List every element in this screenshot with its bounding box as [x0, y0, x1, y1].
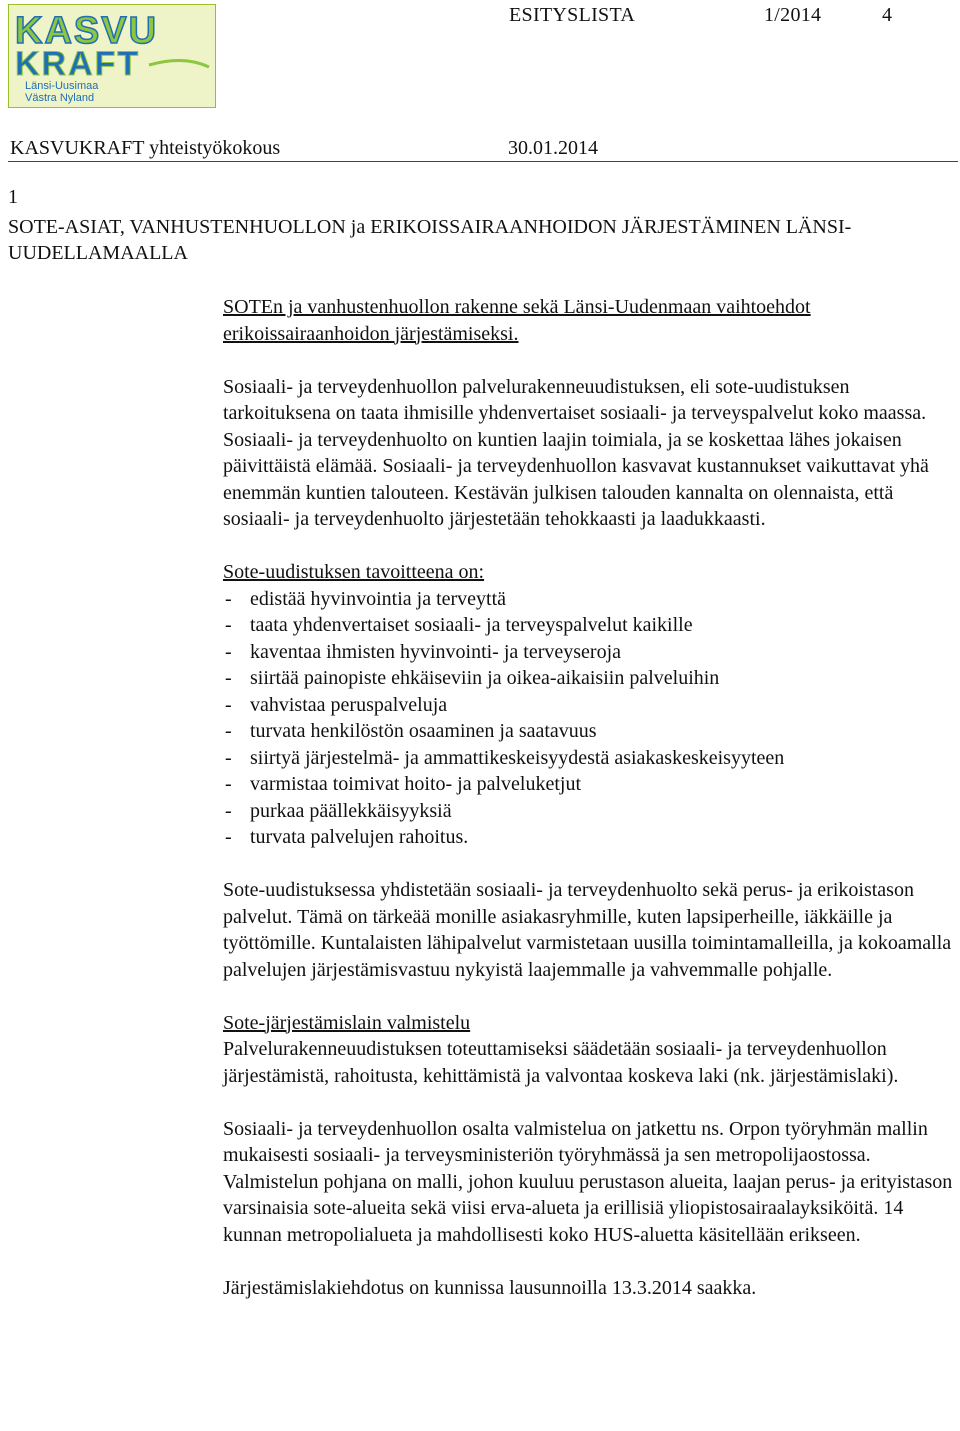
intro-link[interactable]: SOTEn ja vanhustenhuollon rakenne sekä Länsi-Uudenmaan vaihtoehdot erikoissairaanhoidon järjestämiseksi.: [223, 296, 811, 345]
list-item: - turvata henkilöstön osaaminen ja saatavuus: [223, 718, 958, 745]
meeting-date: 30.01.2014: [508, 137, 598, 159]
list-item: - siirtää painopiste ehkäiseviin ja oikea-aikaisiin palveluihin: [223, 665, 958, 692]
document-number: 1/2014: [764, 4, 822, 26]
logo-line-2: KRAFT: [15, 45, 141, 83]
list-item: - taata yhdenvertaiset sosiaali- ja terveyspalvelut kaikille: [223, 612, 958, 639]
list-item: - kaventaa ihmisten hyvinvointi- ja terveyseroja: [223, 639, 958, 666]
logo-line-1: KASVU: [15, 10, 159, 52]
paragraph-4: Palvelurakenneuudistuksen toteuttamiseksi säädetään sosiaali- ja terveydenhuollon järjestämistä, rahoitusta, kehittämistä ja valvontaa koskeva laki (nk. järjestämislaki).: [223, 1038, 899, 1087]
paragraph-5: Sosiaali- ja terveydenhuollon osalta valmistelua on jatkettu ns. Orpon työryhmän mallin mukaisesti sosiaali- ja terveysministeriön työryhmässä ja sen metropolijaostossa. Valmistelun pohjana on malli, johon kuuluu perustason alueita, laajan perus- ja erityistason varsinaisia sote-alueita sekä viisi erva-alueta ja erillisiä yliopistosairaalayksiköitä. 14 kunnan metropolialueta ja mahdollisesti koko HUS-aluetta käsitellään erikseen.: [223, 1117, 953, 1246]
section-number: 1: [8, 186, 18, 208]
logo-line-4: Västra Nyland: [25, 92, 95, 104]
paragraph-3: Sote-uudistuksessa yhdistetään sosiaali- ja terveydenhuolto sekä perus- ja erikoistason palvelut. Tämä on tärkeää monille asiakasryhmille, kuten lapsiperheille, iäkkäille ja työttömille. Kuntalaisten lähipalvelut varmistetaan uusilla toimintamalleilla, ja kokoamalla palvelujen järjestämisvastuu nykyistä laajemmalle ja vahvemmalle pohjalle.: [223, 879, 952, 981]
paragraph-1: Sosiaali- ja terveydenhuollon palvelurakenneuudistuksen, eli sote-uudistuksen tarkoituksena on taata ihmisille yhdenvertaiset sosiaali- ja terveyspalvelut koko maassa.: [223, 375, 927, 424]
list-item: - siirtyä järjestelmä- ja ammattikeskeisyydestä asiakaskeskeisyyteen: [223, 745, 958, 772]
paragraph-6: Järjestämislakiehdotus on kunnissa lausunnoilla 13.3.2014 saakka.: [223, 1276, 757, 1299]
list-item: - varmistaa toimivat hoito- ja palveluketjut: [223, 771, 958, 798]
goals-list: [223, 586, 958, 851]
list-item: - purkaa päällekkäisyyksiä: [223, 798, 958, 825]
goals-heading: Sote-uudistuksen tavoitteena on:: [223, 561, 485, 583]
list-item: - turvata palvelujen rahoitus.: [223, 824, 958, 851]
meeting-name: KASVUKRAFT yhteistyökokous: [10, 137, 281, 159]
page-number: 4: [882, 4, 893, 26]
law-heading: Sote-järjestämislain valmistelu: [223, 1011, 471, 1034]
section-title: SOTE-ASIAT, VANHUSTENHUOLLON ja ERIKOISSAIRAANHOIDON JÄRJESTÄMINEN LÄNSI-UUDELLAMAALLA: [8, 216, 852, 264]
header-divider: [8, 161, 958, 162]
list-item: - edistää hyvinvointia ja terveyttä: [223, 586, 958, 613]
logo-line-3: Länsi-Uusimaa: [25, 80, 99, 92]
kasvukraft-logo: [8, 4, 216, 108]
document-type: ESITYSLISTA: [509, 4, 636, 26]
list-item: - vahvistaa peruspalveluja: [223, 692, 958, 719]
paragraph-2: Sosiaali- ja terveydenhuolto on kuntien laajin toimiala, ja se koskettaa lähes jokaisen päivittäistä elämää. Sosiaali- ja terveydenhuollon kasvavat kustannukset vaikuttavat yhä enemmän kuntien talouteen. Kestävän julkisen talouden kannalta on olennaista, että sosiaali- ja terveydenhuolto järjestetään tehokkaasti ja laadukkaasti.: [223, 428, 929, 530]
section-body: [223, 294, 958, 1301]
